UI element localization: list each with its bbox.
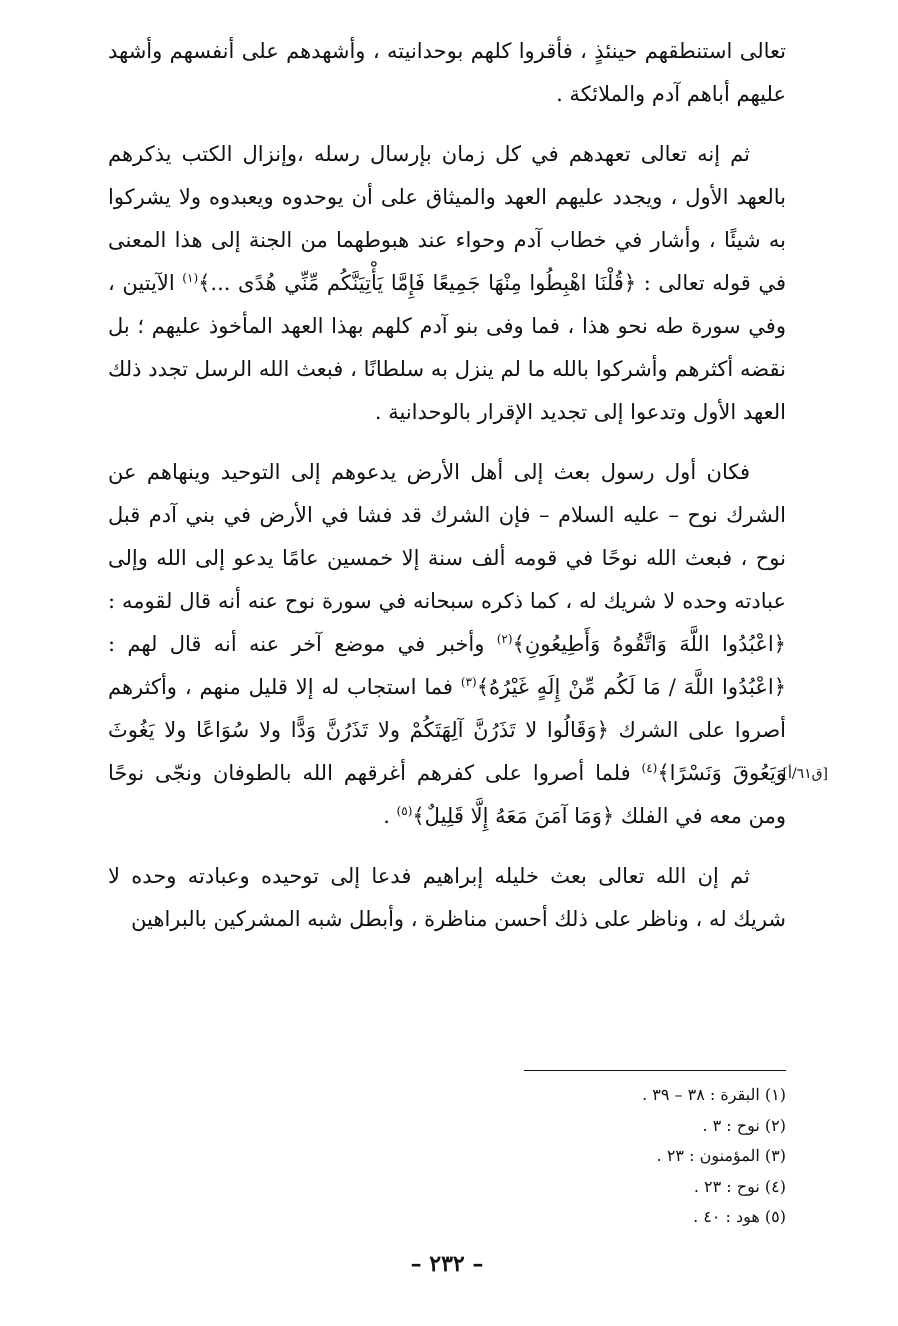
paragraph-2-text-cont: الآيتين ، وفي سورة طه نحو هذا ، فما وفى بنو آدم كلهم بهذا العهد المأخوذ عليهم ؛ بل نقضه أكثرهم وأشركوا بالله ما لم ينزل به سلطانًا ، فبعث الله الرسل تجدد ذلك العهد الأول وتدعوا إلى تجديد الإقرار بالوحدانية . — [108, 271, 786, 424]
paragraph-3-text-cont-3: فلما أصروا على كفرهم أغرقهم الله بالطوفان ونجّى نوحًا ومن معه في الفلك ﴿وَمَا آمَنَ مَعَهُ إِلَّا قَلِيلٌ﴾ — [108, 761, 786, 828]
footnote-ref-3[interactable]: (٣) — [460, 675, 477, 689]
paragraph-3-text: فكان أول رسول بعث إلى أهل الأرض يدعوهم إلى التوحيد وينهاهم عن الشرك نوح – عليه السلام – فإن الشرك قد فشا في الأرض في بني آدم قبل نوح ، فبعث الله نوحًا في قومه ألف سنة إلا خمسين عامًا يدعو إلى الله وإلى عبادته وحده لا شريك له ، كما ذكره سبحانه في سورة نوح عنه أنه قال لقومه : ﴿اعْبُدُوا اللَّهَ وَاتَّقُوهُ وَأَطِيعُونِ﴾ — [108, 460, 786, 656]
paragraph-2 — [108, 133, 786, 434]
footnote-ref-2[interactable]: (٢) — [496, 632, 513, 646]
body-text — [108, 30, 786, 941]
footnote-3: (٣) المؤمنون : ٢٣ . — [656, 1146, 786, 1165]
paragraph-2-text: ثم إنه تعالى تعهدهم في كل زمان بإرسال رسله ،وإنزال الكتب يذكرهم بالعهد الأول ، ويجدد عليهم العهد والميثاق على أن يوحدوه ويعبدوه ولا يشركوا به شيئًا ، وأشار في خطاب آدم وحواء عند هبوطهما من الجنة إلى هذا المعنى في قوله تعالى : ﴿قُلْنَا اهْبِطُوا مِنْهَا جَمِيعًا فَإِمَّا يَأْتِيَنَّكُم مِّنِّي هُدًى ...﴾ — [108, 142, 786, 295]
paragraph-4 — [108, 855, 786, 941]
footnote-4: (٤) نوح : ٢٣ . — [693, 1176, 786, 1196]
page-number: – ٢٣٢ – — [410, 1251, 484, 1277]
paragraph-3-text-cont-4: . — [383, 804, 397, 828]
footnotes-list — [386, 1080, 786, 1233]
footnote-divider — [524, 1070, 786, 1071]
paragraph-4-text: ثم إن الله تعالى بعث خليله إبراهيم فدعا إلى توحيده وعبادته وحده لا شريك له ، وناظر على ذلك أحسن مناظرة ، وأبطل شبه المشركين بالبراهين — [108, 864, 786, 931]
paragraph-3-text-cont: وأخبر في موضع آخر عنه أنه قال لهم : ﴿اعْبُدُوا اللَّهَ / مَا لَكُم مِّنْ إِلَهٍ غَيْرُهُ﴾ — [108, 632, 786, 699]
paragraph-1-text: تعالى استنطقهم حينئذٍ ، فأقروا كلهم بوحدانيته ، وأشهدهم على أنفسهم وأشهد عليهم أباهم آدم والملائكة . — [108, 39, 786, 106]
footnote-ref-1[interactable]: (١) — [182, 271, 199, 285]
manuscript-folio-note: [ق٦١/أ] — [782, 766, 828, 782]
footnote-ref-4[interactable]: (٤) — [641, 761, 658, 775]
footnote-5: (٥) هود : ٤٠ . — [693, 1207, 786, 1226]
footnote-1: (١) البقرة : ٣٨ – ٣٩ . — [642, 1085, 786, 1104]
paragraph-1 — [108, 30, 786, 116]
paragraph-3 — [108, 451, 786, 838]
footnote-2: (٢) نوح : ٣ . — [702, 1115, 786, 1135]
document-page — [108, 30, 828, 1296]
paragraph-3-text-cont-2: فما استجاب له إلا قليل منهم ، وأكثرهم أصروا على الشرك ﴿وَقَالُوا لا تَذَرُنَّ آلِهَتَكُمْ ولا تَذَرُنَّ وَدًّا ولا سُوَاعًا ولا يَغُوثَ وَيَعُوقَ وَنَسْرًا﴾ — [108, 675, 786, 785]
footnote-ref-5[interactable]: (٥) — [396, 804, 413, 818]
